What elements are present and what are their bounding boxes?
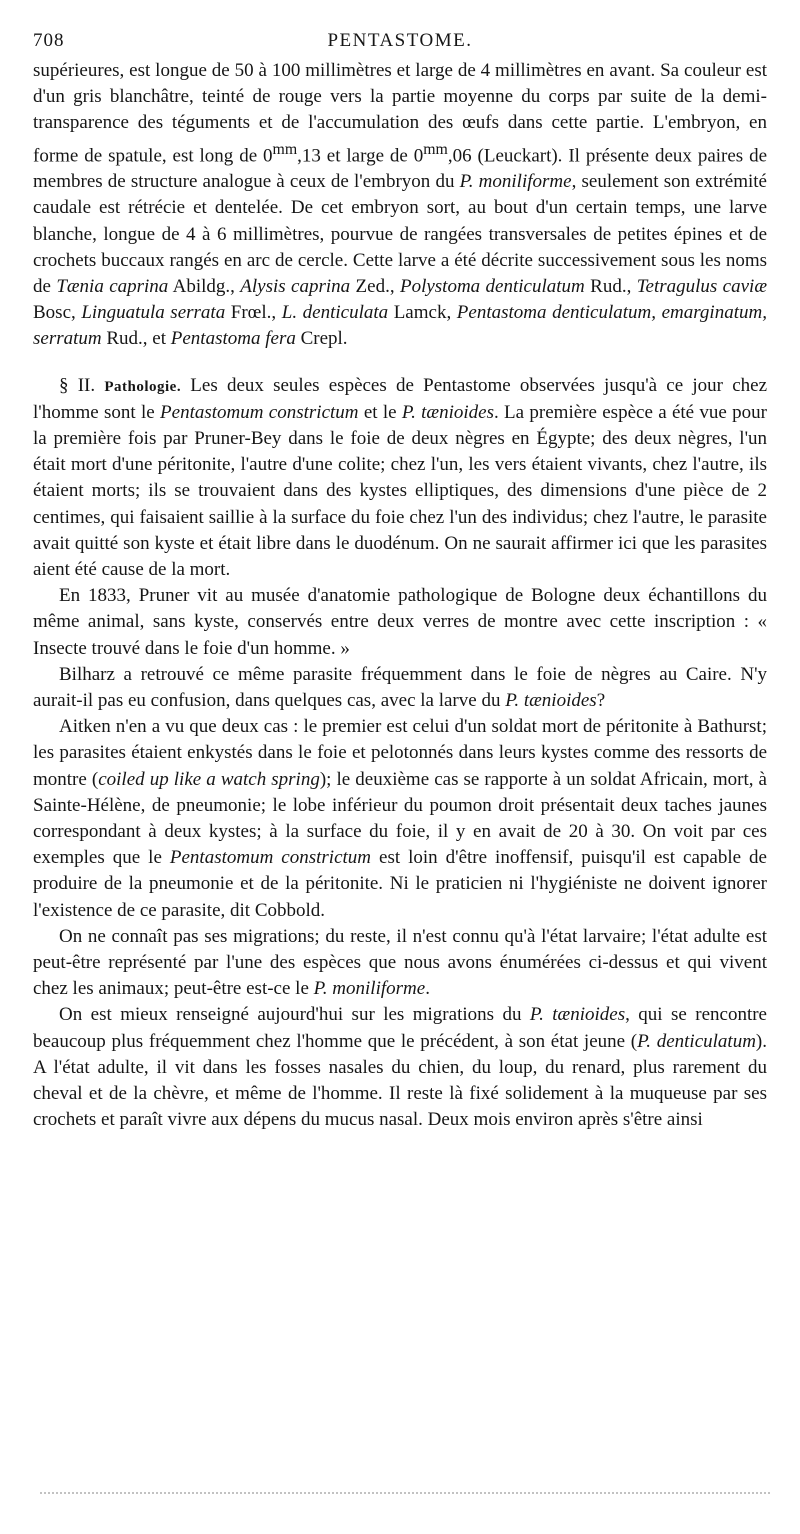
running-title: PENTASTOME. <box>327 30 473 51</box>
paragraph-4: Bilharz a retrouvé ce même parasite fréquemment dans le foie de nègres au Caire. N'y aurait-il pas eu confusion, dans quelques cas, avec la larve du P. tænioides? <box>33 663 767 711</box>
paragraph-7: On est mieux renseigné aujourd'hui sur les migrations du P. tænioides, qui se rencontre beaucoup plus fréquemment chez l'homme que le précédent, à son état jeune (P. denticulatum). A l'état adulte, il vit dans les fosses nasales du chien, du loup, du renard, plus rarement du cheval et de la chèvre, et même de l'homme. Il reste là fixé solidement à la muqueuse par ses crochets et paraît vivre aux dépens du mucus nasal. Deux mois environ après s'être ainsi <box>33 1004 767 1131</box>
footer-dotted-rule <box>40 1492 770 1494</box>
paragraph-6: On ne connaît pas ses migrations; du reste, il n'est connu qu'à l'état larvaire; l'état adulte est peut-être représenté par l'une des espèces que nous avons énumérées ci-dessus et qui vivent chez les animaux; peut-être est-ce le P. moniliforme. <box>33 925 767 1000</box>
section-pathologie: § II. Pathologie. Les deux seules espèces de Pentastome observées jusqu'à ce jour chez l'homme sont le Pentastomum constrictum et le P. tænioides. La première espèce a été vue pour la première fois par Pruner-Bey dans le foie de deux nègres en Égypte; des deux nègres, l'un était mort d'une péritonite, l'autre d'une colite; chez l'un, les vers étaient vivants, chez l'autre, ils étaient morts; ils se trouvaient dans des kystes elliptiques, des dimensions d'une pièce de 2 centimes, qui faisaient saillie à la surface du foie chez l'un des individus; chez l'autre, le parasite avait quitté son kyste et était libre dans le duodénum. On ne saurait affirmer ici que les parasites aient été cause de la mort. <box>33 374 767 580</box>
page-header <box>33 28 767 58</box>
page-number: 708 <box>33 30 65 51</box>
paragraph-1: supérieures, est longue de 50 à 100 millimètres et large de 4 millimètres en avant. Sa couleur est d'un gris blanchâtre, teinté de rouge vers la partie moyenne du corps par suite de la demi-transparence des téguments et de l'accumulation des œufs dans cette partie. L'embryon, en forme de spatule, est long de $0^{mm},13$ et large de $0^{mm},06$ (Leuckart). Il présente deux paires de membres de structure analogue à ceux de l'embryon du P. moniliforme, seulement son extrémité caudale est rétrécie et dentelée. De cet embryon sort, au bout d'un certain temps, une larve blanche, longue de 4 à 6 millimètres, pourvue de rangées transversales de petites épines et de crochets buccaux rangés en arc de cercle. Cette larve a été décrite successivement sous les noms de Tænia caprina Abildg., Alysis caprina Zed., Polystoma denticulatum Rud., Tetragulus caviæ Bosc, Linguatula serrata Frœl., L. denticulata Lamck, Pentastoma denticulatum, emarginatum, serratum Rud., et Pentastoma fera Crepl. <box>33 60 768 350</box>
paragraph-5: Aitken n'en a vu que deux cas : le premier est celui d'un soldat mort de péritonite à Bathurst; les parasites étaient enkystés dans le foie et pelotonnés dans leurs kystes comme des ressorts de montre (coiled up like a watch spring); le deuxième cas se rapporte à un soldat Africain, mort, à Sainte-Hélène, de pneumonie; le lobe inférieur du poumon droit présentait deux taches jaunes correspondant à deux kystes; à la surface du foie, il y en avait de 20 à 30. On voit par ces exemples que le Pentastomum constrictum est loin d'être inoffensif, puisqu'il est capable de produire de la pneumonie et de la péritonite. Ni le praticien ni l'hygiéniste ne doivent ignorer l'existence de ce parasite, dit Cobbold. <box>33 716 767 921</box>
section-number: § II. <box>59 374 96 396</box>
document-page <box>33 28 767 1133</box>
section-title: Pathologie. <box>104 378 182 395</box>
paragraph-3: En 1833, Pruner vit au musée d'anatomie pathologique de Bologne deux échantillons du même animal, sans kyste, conservés entre deux verres de montre avec cette inscription : « Insecte trouvé dans le foie d'un homme. » <box>33 585 767 659</box>
